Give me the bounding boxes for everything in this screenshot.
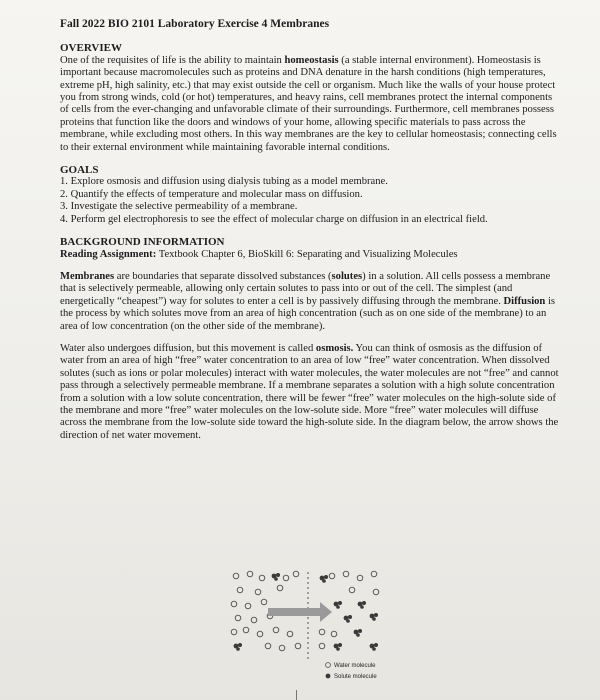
background-heading: BACKGROUND INFORMATION — [60, 236, 225, 249]
goal-item: 4. Perform gel electrophoresis to see the effect of molecular charge on diffusion in an electrical field. — [60, 213, 488, 225]
membranes-paragraph — [60, 271, 560, 333]
legend-solute-icon — [326, 674, 331, 679]
goals-section — [60, 164, 560, 226]
p1-text-3: is the process by which solutes move from an area of high concentration (such as on one side of the membrane) to an area of low concentration (on the other side of the membrane). — [60, 295, 556, 332]
diagram-legend — [326, 663, 378, 680]
p2-text-1: Water also undergoes diffusion, but this movement is called — [60, 342, 316, 354]
overview-text-1: One of the requisites of life is the ability to maintain — [60, 54, 285, 66]
legend-water-label: Water molecule — [334, 663, 376, 669]
bold-solutes: solutes — [331, 270, 363, 282]
overview-bold-homeostasis: homeostasis — [284, 54, 339, 66]
goal-item: 2. Quantify the effects of temperature and molecular mass on diffusion. — [60, 188, 363, 200]
goal-item: 3. Investigate the selective permeability of a membrane. — [60, 201, 298, 213]
p1-text-2: ) in a solution. All cells possess a membrane that is selectively permeable, allowing only certain solutes to pass into or out of the cell. The simplest (and energetically “cheapest”) way for solutes to enter a cell is by passively diffusing through the membrane. — [60, 270, 551, 307]
overview-text-2: (a stable internal environment). Homeostasis is important because macromolecules such as proteins and DNA denature in the harsh conditions (high temperatures, extreme pH, high salinity, etc.) that may exist outside the cell or organism. Much like the walls of your house protect you from strong winds, cold (or hot) temperatures, and heavy rains, cell membranes protect the internal components of cells from the ever-changing and unfavorable climate of their surroundings. Furthermore, cell membranes possess proteins that function like the doors and windows of your home, allowing specific materials to pass across the membrane, while excluding most others. In this way membranes are the key to cellular homeostasis; connecting cells to their external environment while maintaining favorable internal conditions. — [60, 54, 557, 153]
goal-item: 1. Explore osmosis and diffusion using dialysis tubing as a model membrane. — [60, 176, 388, 188]
reading-text: Textbook Chapter 6, BioSkill 6: Separating and Visualizing Molecules — [156, 248, 458, 260]
bold-diffusion: Diffusion — [503, 295, 546, 307]
bold-membranes: Membranes — [60, 270, 115, 282]
legend-water-icon — [326, 663, 331, 668]
reading-assignment — [60, 249, 560, 261]
document-title: Fall 2022 BIO 2101 Laboratory Exercise 4 Membranes — [60, 18, 330, 30]
goals-list — [60, 176, 560, 226]
legend-solute-label: Solute molecule — [334, 674, 377, 680]
document-content — [60, 18, 560, 442]
bold-osmosis: osmosis. — [315, 342, 354, 354]
overview-paragraph — [60, 55, 560, 154]
p1-text-1: are boundaries that separate dissolved substances ( — [114, 270, 332, 282]
overview-section — [60, 42, 560, 154]
overview-heading: OVERVIEW — [60, 42, 122, 55]
reading-label: Reading Assignment: — [60, 248, 157, 260]
osmosis-paragraph — [60, 343, 560, 442]
goals-heading: GOALS — [60, 164, 99, 177]
background-section — [60, 236, 560, 442]
osmosis-diagram — [228, 568, 388, 686]
p2-text-2: You can think of osmosis as the diffusion of water from an area of high “free” water concentration to an area of low “free” water concentration. When dissolved solutes (such as ions or polar molecules) interact with water molecules, the water molecules are not “free” and cannot pass through a selectively permeable membrane. If a membrane separates a solution with a high solute concentration from a solution with a low solute concentration, there will be fewer “free” water molecules on the high-solute side of the membrane and more “free” water molecules on the low-solute side. More “free” water molecules will diffuse across the membrane from the low-solute side toward the high-solute side. In the diagram below, the arrow shows the direction of net water movement. — [60, 342, 559, 441]
net-water-arrow — [268, 602, 332, 622]
page-edge-mark — [296, 690, 297, 700]
